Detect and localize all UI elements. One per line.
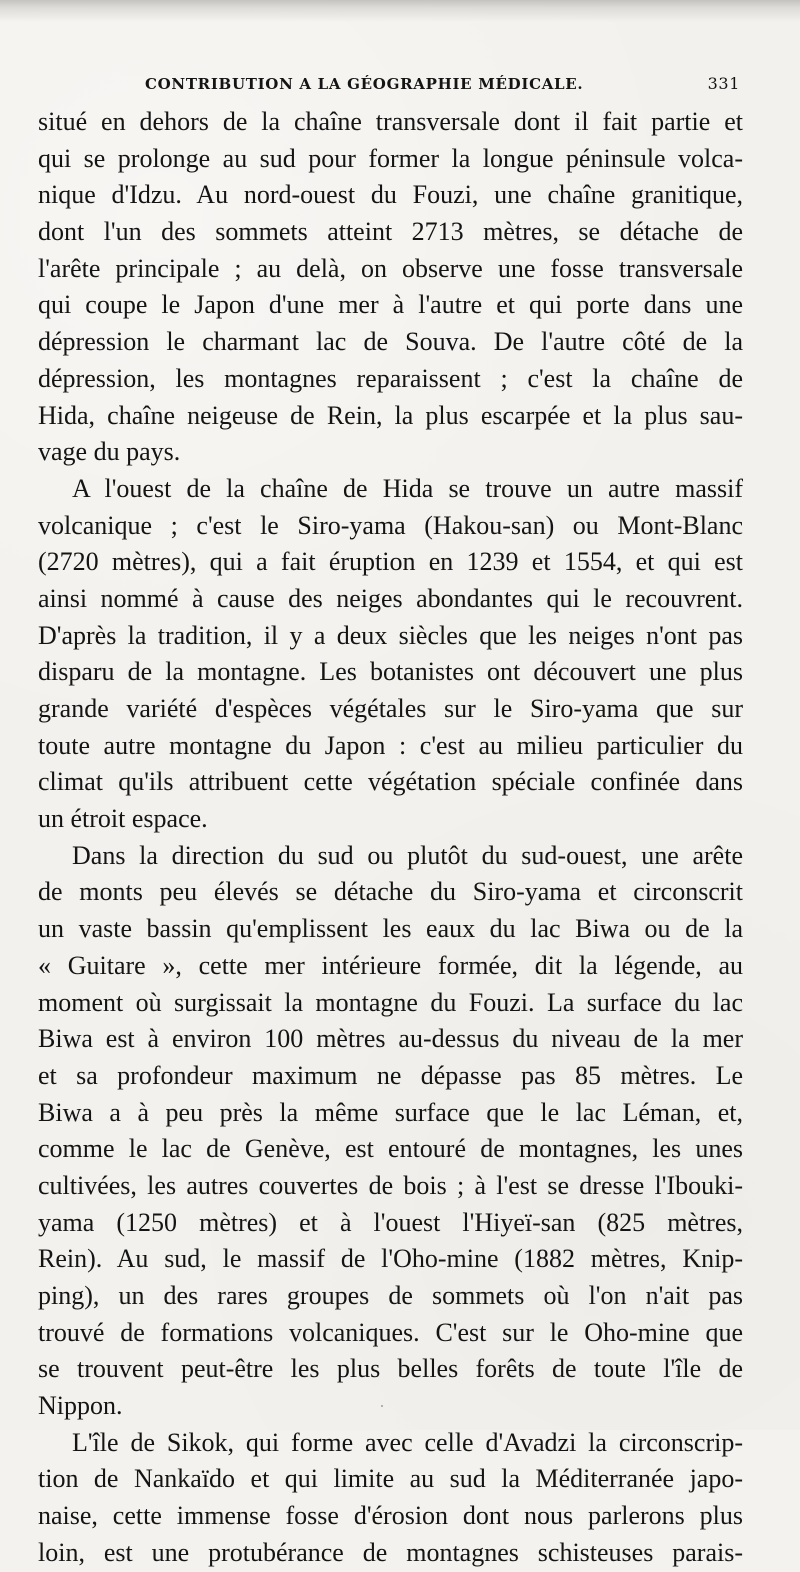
text-line: l'arête principale ; au delà, on observe une fosse transversale xyxy=(38,253,743,283)
text-line: moment où surgissait la montagne du Fouzi. La surface du lac xyxy=(38,987,743,1017)
text-line: Dans la direction du sud ou plutôt du sud-ouest, une arête xyxy=(72,840,743,870)
text-line: L'île de Sikok, qui forme avec celle d'Avadzi la circonscrip- xyxy=(72,1427,743,1457)
page-top-edge xyxy=(0,0,800,22)
paper-speck xyxy=(381,1405,383,1407)
text-line: Rein). Au sud, le massif de l'Oho-mine (1882 mètres, Knip- xyxy=(38,1244,743,1274)
text-line: un vaste bassin qu'emplissent les eaux du lac Biwa ou de la xyxy=(38,914,743,944)
text-line: situé en dehors de la chaîne transversale dont il fait partie et xyxy=(38,107,743,136)
text-line: Biwa est à environ 100 mètres au-dessus du niveau de la mer xyxy=(38,1024,743,1054)
text-line: Biwa a à peu près la même surface que le lac Léman, et, xyxy=(38,1097,743,1127)
text-line: qui se prolonge au sud pour former la longue péninsule volca- xyxy=(38,143,743,173)
text-line: D'après la tradition, il y a deux siècles que les neiges n'ont pas xyxy=(38,620,743,650)
text-line: de monts peu élevés se détache du Siro-yama et circonscrit xyxy=(38,877,743,907)
text-line: yama (1250 mètres) et à l'ouest l'Hiyeï-san (825 mètres, xyxy=(38,1207,743,1237)
text-line: Nippon. xyxy=(38,1391,123,1421)
text-line: tion de Nankaïdo et qui limite au sud la Méditerranée japo- xyxy=(38,1464,743,1494)
text-line: disparu de la montagne. Les botanistes ont découvert une plus xyxy=(38,657,743,687)
text-line: dépression le charmant lac de Souva. De l'autre côté de la xyxy=(38,327,743,357)
text-line: grande variété d'espèces végétales sur le Siro-yama que sur xyxy=(38,694,743,723)
text-line: ainsi nommé à cause des neiges abondantes qui le recouvrent. xyxy=(38,583,743,613)
body-text xyxy=(38,104,743,1572)
page-number: 331 xyxy=(707,74,740,93)
text-line: qui coupe le Japon d'une mer à l'autre et qui porte dans une xyxy=(38,290,743,320)
text-line: dont l'un des sommets atteint 2713 mètres, se détache de xyxy=(38,217,743,247)
text-line: climat qu'ils attribuent cette végétation spéciale confinée dans xyxy=(38,767,743,797)
text-line: loin, est une protubérance de montagnes schisteuses parais- xyxy=(38,1537,743,1567)
text-line: (2720 mètres), qui a fait éruption en 1239 et 1554, et qui est xyxy=(38,547,743,577)
text-line: toute autre montagne du Japon : c'est au milieu particulier du xyxy=(38,730,743,760)
text-line: A l'ouest de la chaîne de Hida se trouve un autre massif xyxy=(72,473,743,503)
text-line: naise, cette immense fosse d'érosion dont nous parlerons plus xyxy=(38,1501,743,1531)
text-line: nique d'Idzu. Au nord-ouest du Fouzi, une chaîne granitique, xyxy=(38,180,743,210)
text-line: un étroit espace. xyxy=(38,804,208,834)
text-line: se trouvent peut-être les plus belles forêts de toute l'île de xyxy=(38,1354,743,1384)
text-line: volcanique ; c'est le Siro-yama (Hakou-san) ou Mont-Blanc xyxy=(38,510,743,540)
running-head xyxy=(145,74,740,98)
text-line: cultivées, les autres couvertes de bois ; à l'est se dresse l'Ibouki- xyxy=(38,1170,743,1200)
running-head-title: CONTRIBUTION A LA GÉOGRAPHIE MÉDICALE. xyxy=(145,75,584,93)
text-line: trouvé de formations volcaniques. C'est sur le Oho-mine que xyxy=(38,1317,743,1347)
text-line: comme le lac de Genève, est entouré de montagnes, les unes xyxy=(38,1134,743,1164)
text-line: « Guitare », cette mer intérieure formée, dit la légende, au xyxy=(38,950,743,980)
text-line: dépression, les montagnes reparaissent ; c'est la chaîne de xyxy=(38,363,743,393)
text-line: Hida, chaîne neigeuse de Rein, la plus escarpée et la plus sau- xyxy=(38,400,743,430)
text-line: et sa profondeur maximum ne dépasse pas 85 mètres. Le xyxy=(38,1060,743,1090)
text-line: vage du pays. xyxy=(38,437,181,467)
text-line: ping), un des rares groupes de sommets où l'on n'ait pas xyxy=(38,1281,743,1310)
